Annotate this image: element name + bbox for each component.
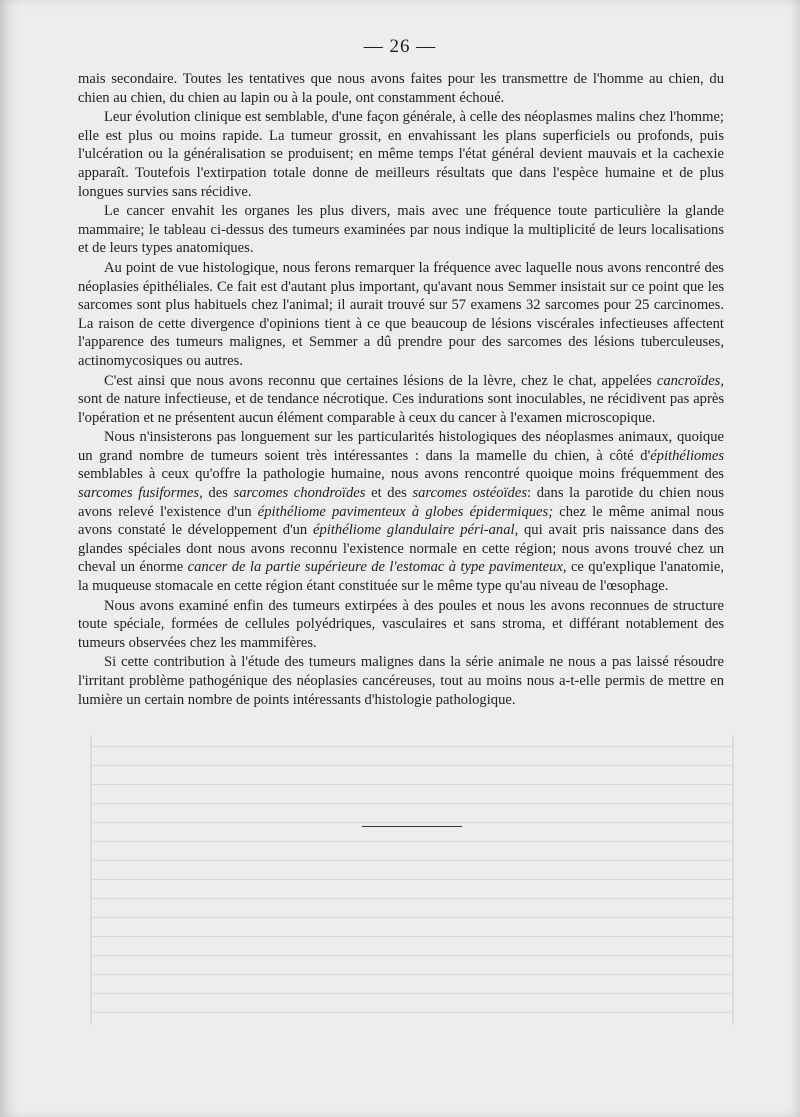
text-run: Si cette contribution à l'étude des tumeurs malignes dans la série animale ne nous a pas laissé résoudre l'irritant problème pathogénique des néoplasies cancéreuses, tout au moins nous a-t-elle permis de mettre en lumière un certain nombre de points intéressants d'histologie pathologique. (78, 654, 724, 708)
italic-term: sarcomes fusiformes, (78, 485, 203, 502)
reverse-side-bleed-through (90, 735, 734, 1025)
text-run: C'est ainsi que nous avons reconnu que certaines lésions de la lèvre, chez le chat, appelées (104, 372, 657, 389)
text-run: mais secondaire. Toutes les tentatives que nous avons faites pour les transmettre de l'homme au chien, du chien au chien, du chien au lapin ou à la poule, ont constamment échoué. (78, 71, 724, 106)
text-run: Le cancer envahit les organes les plus divers, mais avec une fréquence toute particulière la glande mammaire; le tableau ci-dessus des tumeurs examinées par nous indique la multiplicité de leurs localisations et de leurs types anatomiques. (78, 203, 724, 257)
text-run: semblables à ceux qu'offre la pathologie humaine, nous avons rencontré quoique moins fréquemment des (78, 466, 724, 483)
paragraph (78, 597, 724, 653)
italic-term: cancer de la partie supérieure de l'estomac à type pavimenteux, (187, 559, 567, 576)
text-run: : dans la parotide du chien nous avons relevé l'existence d'un (78, 485, 724, 520)
text-run: des (202, 485, 234, 502)
text-run: ce qu'explique l'anatomie, la muqueuse stomacale en cette région étant constituée sur le même type qu'au niveau de l'œsophage. (78, 559, 725, 595)
text-run: Leur évolution clinique est semblable, d'une façon générale, à celle des néoplasmes malins chez l'homme; elle est plus ou moins rapide. La tumeur grossit, en envahissant les plans superficiels ou profonds, puis l'ulcération ou la généralisation se produisent; en même temps l'état général devient mauvais et la cachexie apparaît. Toutefois l'extirpation totale donne de meilleurs résultats que dans l'espèce humaine et de plus longues survies sans récidive. (78, 109, 724, 200)
page-number: — 26 — (363, 36, 437, 57)
italic-term: sarcomes ostéoïdes (412, 485, 528, 502)
italic-term: cancroïdes, (656, 372, 724, 389)
paragraph (78, 70, 724, 107)
section-end-rule (362, 826, 462, 827)
text-run: Nous avons examiné enfin des tumeurs extirpées à des poules et nous les avons reconnues de structure toute spéciale, formées de cellules polyédriques, vasculaires et sans stroma, et différant notablement des tumeurs observées chez les mammifères. (78, 597, 724, 651)
paragraph (78, 202, 724, 258)
text-run: sont de nature infectieuse, et de tendance nécrotique. Ces indurations sont inoculables, ne récidivent pas après l'opération et ne présentent aucun élément comparable à ceux du cancer à l'examen microscopique. (78, 391, 724, 426)
text-run: qui avait pris naissance dans des glandes spéciales dont nous avons reconnu l'existence normale en cette région; nous avons trouvé chez un cheval un énorme (78, 522, 724, 576)
text-run: et des (365, 485, 413, 502)
text-run: chez le même animal nous avons constaté le développement d'un (78, 503, 725, 539)
paragraph (78, 372, 724, 428)
paragraph (78, 428, 724, 595)
text-run: Nous n'insisterons pas longuement sur les particularités histologiques des néoplasmes animaux, quoique un grand nombre de tumeurs soient très intéressantes : dans la mamelle du chien, à côté d' (78, 429, 724, 464)
paragraph (78, 653, 724, 709)
italic-term: épithéliome glandulaire péri-anal, (313, 522, 519, 539)
text-run: Au point de vue histologique, nous ferons remarquer la fréquence avec laquelle nous avons rencontré des néoplasies épithéliales. Ce fait est d'autant plus important, qu'avant nous Semmer insistait sur ce point que les sarcomes sont plus habituels chez l'animal; il aurait trouvé sur 57 examens 32 sarcomes pour 25 carcinomes. La raison de cette divergence d'opinions tient à ce que beaucoup de lésions viscérales infectieuses affectent l'apparence des tumeurs malignes, et Semmer a dû prendre pour des sarcomes des lésions tuberculeuses, actinomycosiques ou autres. (78, 259, 724, 369)
italic-term: sarcomes chondroïdes (233, 485, 366, 502)
body-text (78, 70, 724, 709)
paragraph (78, 259, 724, 371)
italic-term: épithéliome pavimenteux à globes épidermiques; (257, 503, 554, 520)
paragraph (78, 108, 724, 201)
italic-term: épithéliomes (650, 447, 724, 464)
